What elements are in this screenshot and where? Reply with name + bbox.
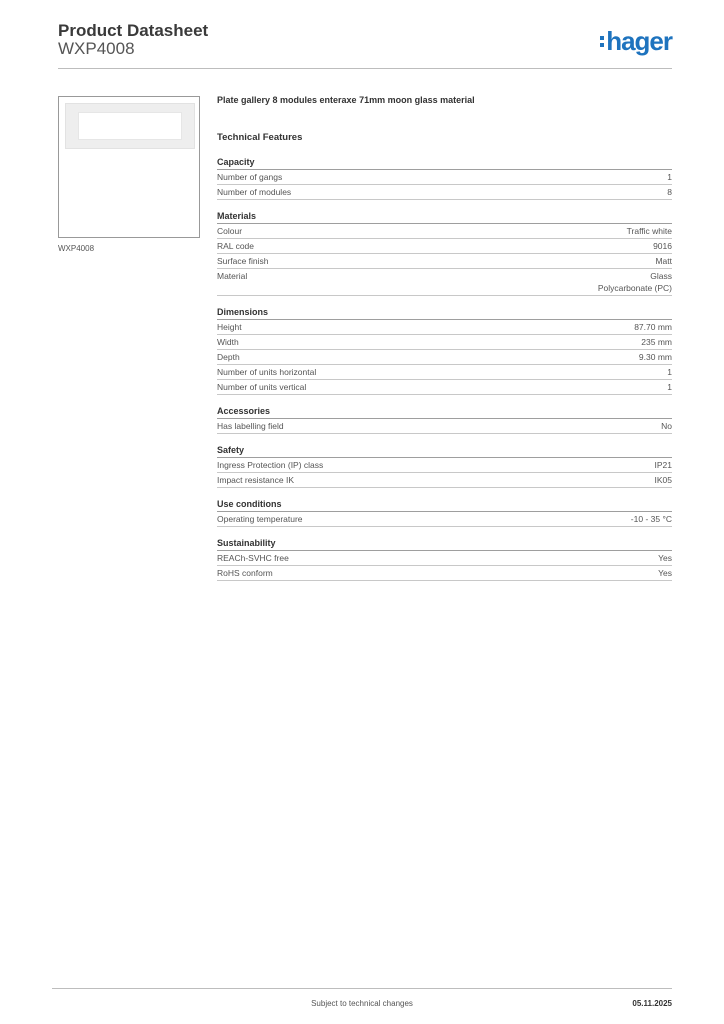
spec-section [217,537,672,581]
spec-row [217,170,672,185]
spec-row [217,566,672,581]
spec-value: 1 [667,382,672,392]
spec-row [217,419,672,434]
spec-value: -10 - 35 °C [630,514,672,524]
spec-label: Depth [217,352,240,362]
document-title: Product Datasheet [58,21,209,40]
spec-label: Colour [217,226,243,236]
spec-row [217,350,672,365]
spec-label: Number of units horizontal [217,367,317,377]
product-description: Plate gallery 8 modules enteraxe 71mm moon glass material [217,95,475,105]
hager-logo [600,28,672,54]
spec-section [217,210,672,296]
spec-row [217,512,672,527]
spec-row [217,254,672,269]
spec-row [217,320,672,335]
spec-section [217,405,672,434]
page-header [58,22,672,69]
spec-value: 9.30 mm [638,352,672,362]
spec-row [217,239,672,254]
spec-value: Glass Polycarbonate (PC) [597,271,672,293]
spec-label: RoHS conform [217,568,273,578]
product-image-caption: WXP4008 [58,244,95,253]
spec-value: No [661,421,672,431]
spec-value: IK05 [654,475,672,485]
spec-row [217,269,672,296]
spec-section [217,444,672,488]
section-title: Safety [217,444,672,458]
spec-row [217,380,672,395]
spec-label: Surface finish [217,256,269,266]
logo-dots-icon [600,36,604,47]
section-title: Capacity [217,156,672,170]
spec-row [217,185,672,200]
plate-illustration [65,103,195,149]
section-title: Sustainability [217,537,672,551]
spec-row [217,365,672,380]
product-image [58,96,200,238]
spec-row [217,551,672,566]
spec-label: Height [217,322,242,332]
spec-label: Number of units vertical [217,382,307,392]
spec-section [217,498,672,527]
spec-label: Material [217,271,248,281]
spec-sections [217,156,672,581]
spec-value: 1 [667,367,672,377]
spec-row [217,224,672,239]
spec-section [217,156,672,200]
section-title: Accessories [217,405,672,419]
spec-value: 235 mm [641,337,672,347]
specifications [217,94,672,591]
spec-value: 8 [667,187,672,197]
spec-label: Number of modules [217,187,292,197]
spec-value: Traffic white [626,226,672,236]
spec-row [217,473,672,488]
product-code: WXP4008 [58,39,135,58]
spec-value: IP21 [654,460,672,470]
spec-value: 1 [667,172,672,182]
spec-label: RAL code [217,241,255,251]
spec-label: Has labelling field [217,421,284,431]
section-title: Use conditions [217,498,672,512]
spec-section [217,306,672,395]
section-title: Dimensions [217,306,672,320]
plate-window [78,112,182,140]
spec-label: Width [217,337,239,347]
footer-note: Subject to technical changes [311,999,413,1008]
footer-date: 05.11.2025 [632,999,672,1008]
page-footer [52,988,672,1008]
spec-value: 9016 [653,241,672,251]
spec-label: Number of gangs [217,172,283,182]
spec-row [217,458,672,473]
spec-value: Yes [658,553,672,563]
technical-features-title: Technical Features [217,132,303,143]
spec-value: 87.70 mm [634,322,672,332]
spec-label: Ingress Protection (IP) class [217,460,324,470]
spec-value: Matt [655,256,672,266]
logo-text: hager [606,26,672,56]
section-title: Materials [217,210,672,224]
spec-label: Operating temperature [217,514,303,524]
spec-row [217,335,672,350]
spec-value: Yes [658,568,672,578]
spec-label: Impact resistance IK [217,475,295,485]
spec-label: REACh-SVHC free [217,553,289,563]
